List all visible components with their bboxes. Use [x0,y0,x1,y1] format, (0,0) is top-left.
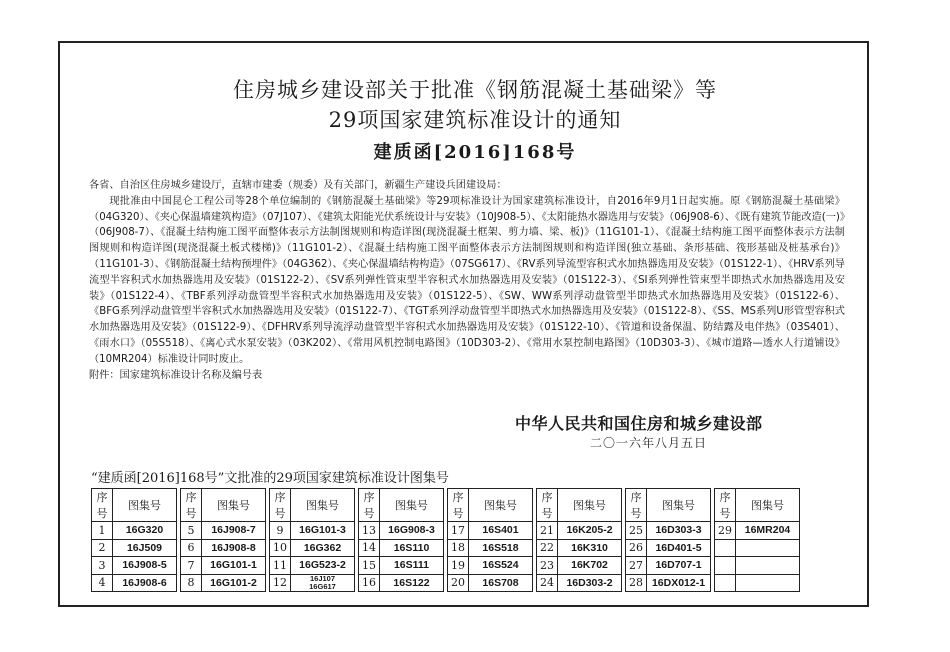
notice-title-line2: 29项国家建筑标准设计的通知 [328,108,622,132]
cell-seq: 28 [626,574,647,592]
cell-seq [715,557,736,575]
cell-seq: 27 [626,557,647,575]
cell-seq: 20 [448,574,469,592]
cell-code: 16G101-2 [202,574,266,592]
header-seq: 序号 [715,489,736,522]
cell-seq: 8 [181,574,202,592]
cell-seq: 14 [359,539,380,557]
cell-code: 16J908-7 [202,522,266,540]
cell-code: 16DX012-1 [647,574,711,592]
header-seq: 序号 [359,489,380,522]
header-code: 图集号 [380,489,444,522]
cell-seq: 26 [626,539,647,557]
cell-seq: 3 [92,557,113,575]
header-seq: 序号 [448,489,469,522]
notice-body [89,178,845,383]
cell-seq: 5 [181,522,202,540]
cell-code: 16G362 [291,539,355,557]
cell-code: 16K310 [558,539,622,557]
cell-code [736,557,800,575]
document-number: 建质函[2016]168号 [373,142,577,163]
cell-code: 16K702 [558,557,622,575]
cell-code: 16K205-2 [558,522,622,540]
table-caption: “建质函[2016]168号”文批准的29项国家建筑标准设计图集号 [91,471,449,486]
cell-code: 16S524 [469,557,533,575]
cell-code: 16J509 [113,539,177,557]
cell-seq [715,539,736,557]
cell-code: 16D303-3 [647,522,711,540]
cell-seq [715,574,736,592]
header-seq: 序号 [270,489,291,522]
cell-code: 16S111 [380,557,444,575]
cell-code: 16J908-8 [202,539,266,557]
header-seq: 序号 [537,489,558,522]
cell-seq: 18 [448,539,469,557]
cell-code: 16J908-5 [113,557,177,575]
header-seq: 序号 [92,489,113,522]
cell-seq: 12 [270,574,291,592]
cell-code: 16S401 [469,522,533,540]
cell-seq: 2 [92,539,113,557]
cell-code: 16D303-2 [558,574,622,592]
cell-code: 16S518 [469,539,533,557]
header-code: 图集号 [647,489,711,522]
header-seq: 序号 [181,489,202,522]
table-row [92,557,800,575]
cell-code: 16D707-1 [647,557,711,575]
cell-seq: 1 [92,522,113,540]
table-row [92,574,800,592]
cell-seq: 9 [270,522,291,540]
cell-seq: 23 [537,557,558,575]
table-row [92,522,800,540]
header-seq: 序号 [626,489,647,522]
cell-code: 16G101-1 [202,557,266,575]
cell-seq: 24 [537,574,558,592]
cell-seq: 15 [359,557,380,575]
catalog-table [91,488,800,592]
cell-seq: 17 [448,522,469,540]
cell-seq: 7 [181,557,202,575]
cell-seq: 22 [537,539,558,557]
cell-code: 16G523-2 [291,557,355,575]
cell-code: 16MR204 [736,522,800,540]
cell-seq: 19 [448,557,469,575]
header-code: 图集号 [291,489,355,522]
issuer: 中华人民共和国住房和城乡建设部 [515,414,763,433]
header-code: 图集号 [113,489,177,522]
cell-seq: 11 [270,557,291,575]
salutation: 各省、自治区住房城乡建设厅，直辖市建委（规委）及有关部门，新疆生产建设兵团建设局： [89,180,507,191]
cell-seq: 13 [359,522,380,540]
issue-date: 二〇一六年八月五日 [590,436,708,450]
header-code: 图集号 [558,489,622,522]
cell-code [736,574,800,592]
cell-code: 16S110 [380,539,444,557]
cell-seq: 16 [359,574,380,592]
cell-code [736,539,800,557]
cell-code: 16J908-6 [113,574,177,592]
notice-title-line1: 住房城乡建设部关于批准《钢筋混凝土基础梁》等 [233,78,717,102]
table-header-row [92,489,800,522]
cell-seq: 25 [626,522,647,540]
cell-code: 16S708 [469,574,533,592]
cell-seq: 29 [715,522,736,540]
table-row [92,539,800,557]
cell-code: 16J107 16G617 [291,574,355,592]
header-code: 图集号 [469,489,533,522]
cell-seq: 21 [537,522,558,540]
body-paragraph: 现批准由中国昆仑工程公司等28个单位编制的《钢筋混凝土基础梁》等29项标准设计为国家建筑标准设计，自2016年9月1日起实施。原《钢筋混凝土基础梁》（04G320）、《夹心保温墙建筑构造》（07J107）、《建筑太阳能光伏系统设计与安装》（10J908-5）、《太阳能热水器选用与安装》（06J908-6）、《既有建筑节能改造(一)》（06J908-7）、《混凝土结构施工图平面整体表示方法制图规则和构造详图(现浇混凝土框架、剪力墙、梁、板)》（11G101-1）、《混凝土结构施工图平面整体表示方法制图规则和构造详图(现浇混凝土板式楼梯)》（11G101-2）、《混凝土结构施工图平面整体表示方法制图规则和构造详图(独立基础、条形基础、筏形基础及桩基承台)》（11G101-3）、《钢筋混凝土结构预埋件》（04G362）、《夹心保温墙结构构造》（07SG617）、《RV系列导流型容积式水加热器选用及安装》（01S122-1）、《HRV系列导流型半容积式水加热器选用及安装》（01S122-2）、《SV系列弹性管束型半容积式水加热器选用及安装》（01S122-3）、《SI系列弹性管束型半即热式水加热器选用及安装》（01S122-4）、《TBF系列浮动盘管型半容积式水加热器选用及安装》（01S122-5）、《SW、WW系列浮动盘管型半即热式水加热器选用及安装》（01S122-6）、《BFG系列浮动盘管型半容积式水加热器选用及安装》（01S122-7）、《TGT系列浮动盘管型半即热式水加热器选用及安装》（01S122-8）、《SS、MS系列U形管型容积式水加热器选用及安装》（01S122-9）、《DFHRV系列导流浮动盘管型半容积式水加热器选用及安装》（01S122-10）、《管道和设备保温、防结露及电伴热》（03S401）、《雨水口》（05S518）、《离心式水泵安装》（03K202）、《常用风机控制电路图》（10D303-2）、《常用水泵控制电路图》（10D303-3）、《城市道路—透水人行道铺设》（10MR204）标准设计同时废止。 [89,195,845,365]
header-code: 图集号 [736,489,800,522]
attachment-line: 附件：国家建筑标准设计名称及编号表 [89,369,263,381]
cell-code: 16G320 [113,522,177,540]
cell-seq: 10 [270,539,291,557]
cell-seq: 6 [181,539,202,557]
cell-code: 16S122 [380,574,444,592]
header-code: 图集号 [202,489,266,522]
cell-code: 16G101-3 [291,522,355,540]
cell-code: 16D401-5 [647,539,711,557]
cell-code: 16G908-3 [380,522,444,540]
cell-seq: 4 [92,574,113,592]
